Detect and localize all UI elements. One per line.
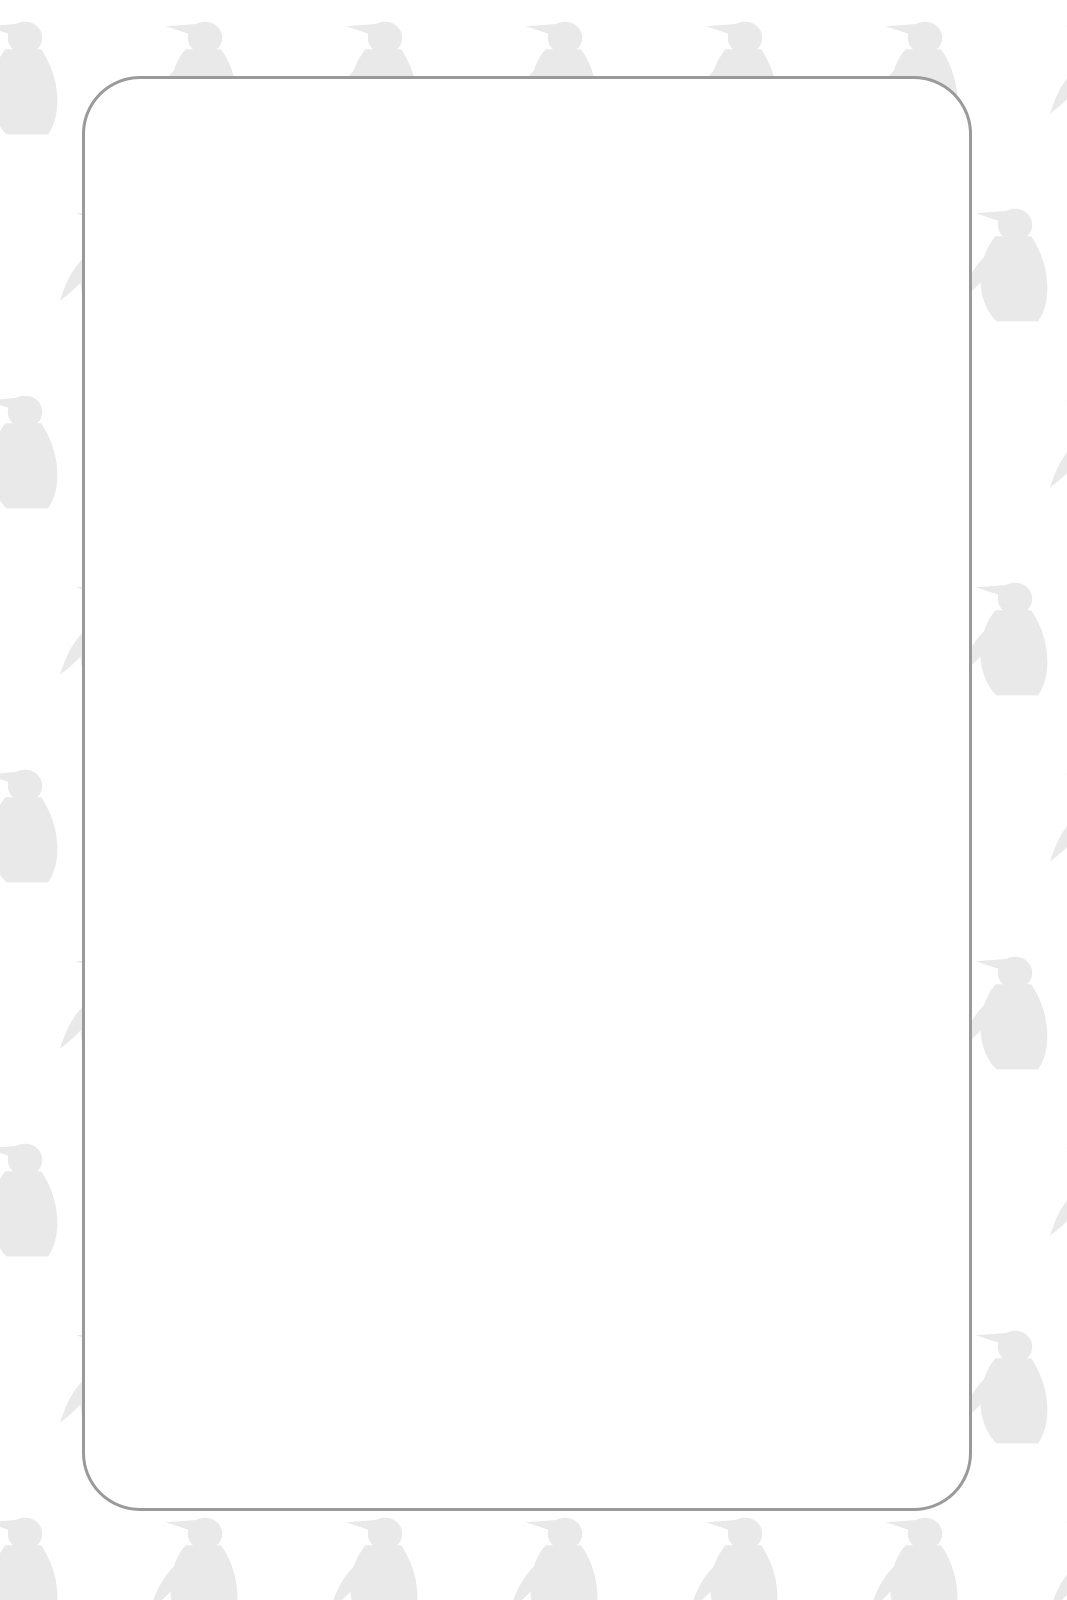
penguin-silhouette-icon	[1050, 1518, 1067, 1600]
penguin-silhouette-icon	[0, 770, 57, 883]
penguin-silhouette-icon	[0, 396, 57, 509]
penguin-silhouette-icon	[510, 1518, 598, 1600]
penguin-silhouette-icon	[330, 1518, 418, 1600]
penguin-silhouette-icon	[870, 1518, 958, 1600]
penguin-silhouette-icon	[960, 1331, 1048, 1444]
penguin-silhouette-icon	[150, 1518, 238, 1600]
penguin-silhouette-icon	[0, 22, 57, 135]
penguin-silhouette-icon	[1050, 1144, 1067, 1257]
penguin-silhouette-icon	[690, 1518, 778, 1600]
penguin-silhouette-icon	[1050, 396, 1067, 509]
penguin-silhouette-icon	[960, 583, 1048, 696]
translation-panel	[82, 76, 972, 1511]
penguin-silhouette-icon	[960, 209, 1048, 322]
penguin-silhouette-icon	[1050, 22, 1067, 135]
penguin-silhouette-icon	[0, 1144, 57, 1257]
penguin-silhouette-icon	[0, 1518, 57, 1600]
penguin-silhouette-icon	[960, 957, 1048, 1070]
penguin-silhouette-icon	[1050, 770, 1067, 883]
